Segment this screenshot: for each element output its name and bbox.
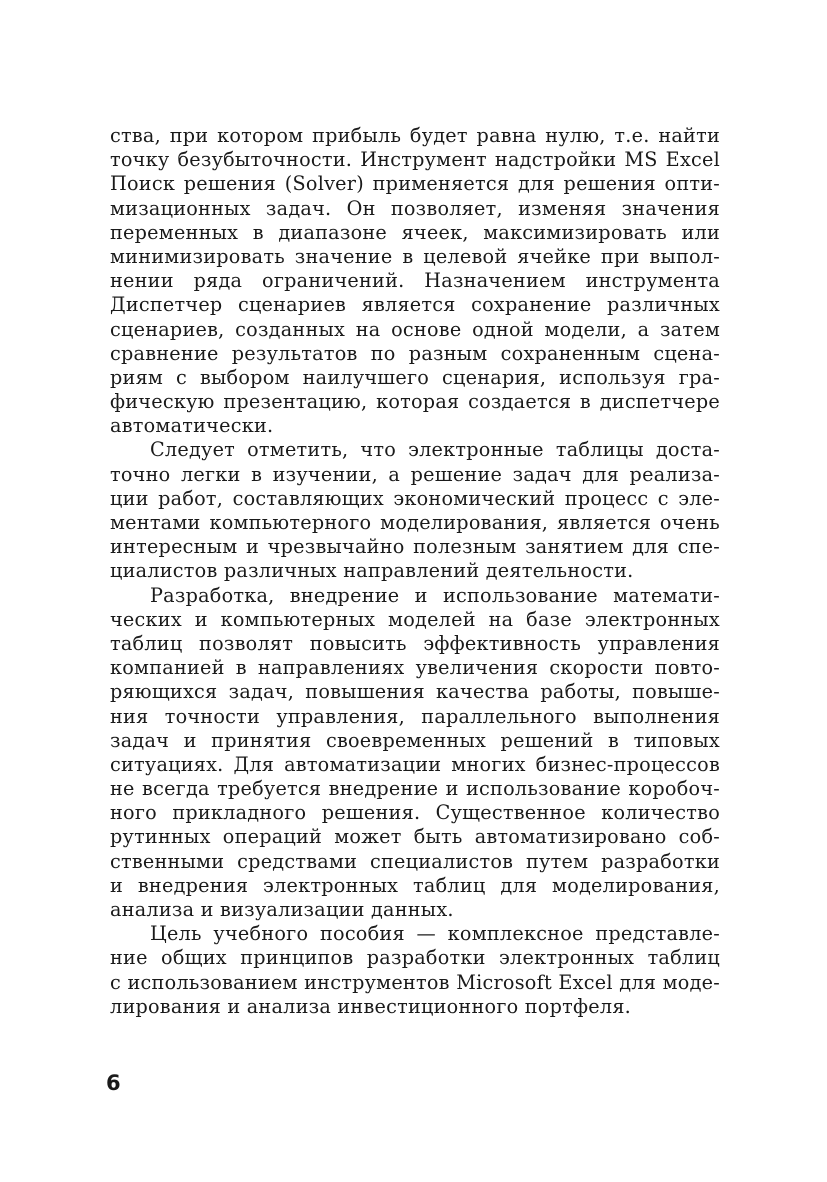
text-line: Разработка, внедрение и использование математи- [150,583,720,607]
text-line: мизационных задач. Он позволяет, изменяя значения [110,196,720,220]
body-text [110,124,720,1019]
text-line: ческих и компьютерных моделей на базе электронных [110,607,720,631]
text-line: ряющихся задач, повышения качества работы, повыше- [110,680,720,704]
text-line: анализа и визуализации данных. [110,898,454,921]
text-line: Поиск решения (Solver) применяется для решения опти- [110,172,720,196]
text-line: лирования и анализа инвестиционного портфеля. [110,994,632,1018]
text-line: с использованием инструментов Microsoft Excel для моде- [110,970,720,994]
text-line: ние общих принципов разработки электронных таблиц [110,946,720,970]
text-line: компанией в направлениях увеличения скорости повто- [110,656,720,680]
text-line: переменных в диапазоне ячеек, максимизировать или [110,220,720,244]
text-line: точку безубыточности. Инструмент надстройки MS Excel [110,148,720,172]
text-line: интересным и чрезвычайно полезным занятием для спе- [110,535,720,559]
text-line: ства, при котором прибыль будет равна нулю, т.е. найти [110,124,720,147]
text-line: ситуациях. Для автоматизации многих бизнес-процессов [110,752,720,776]
text-line: фическую презентацию, которая создается в диспетчере [110,390,720,414]
text-line: задач и принятия своевременных решений в типовых [110,728,720,752]
text-line: циалистов различных направлений деятельности. [110,559,634,583]
text-line: автоматически. [110,414,274,438]
paragraph [110,584,720,923]
text-line: ния точности управления, параллельного выполнения [110,704,720,728]
text-line: Цель учебного пособия — комплексное представле- [150,922,720,946]
text-line: таблиц позволят повысить эффективность управления [110,631,720,655]
text-line: сравнение результатов по разным сохраненным сцена- [110,341,720,365]
text-line: Следует отметить, что электронные таблицы доста- [150,438,720,462]
text-line: не всегда требуется внедрение и использование коробоч- [110,777,720,801]
text-line: ственными средствами специалистов путем разработки [110,849,720,873]
text-line: Диспетчер сценариев является сохранение различных [110,293,720,317]
paragraph [110,922,720,1019]
text-line: сценариев, созданных на основе одной модели, а затем [110,317,720,341]
text-line: ции работ, составляющих экономический процесс с эле- [110,486,720,510]
text-line: рутинных операций может быть автоматизировано соб- [110,825,720,849]
text-line: нении ряда ограничений. Назначением инструмента [110,269,720,293]
page-number: 6 [106,1071,121,1095]
text-line: минимизировать значение в целевой ячейке при выпол- [110,244,720,268]
paragraph [110,438,720,583]
text-line: и внедрения электронных таблиц для моделирования, [110,873,720,897]
text-line: ментами компьютерного моделирования, является очень [110,511,720,534]
text-line: риям с выбором наилучшего сценария, используя гра- [110,365,720,389]
paragraph [110,124,720,438]
text-line: точно легки в изучении, а решение задач для реализа- [110,462,720,486]
text-line: ного прикладного решения. Существенное количество [110,801,720,825]
